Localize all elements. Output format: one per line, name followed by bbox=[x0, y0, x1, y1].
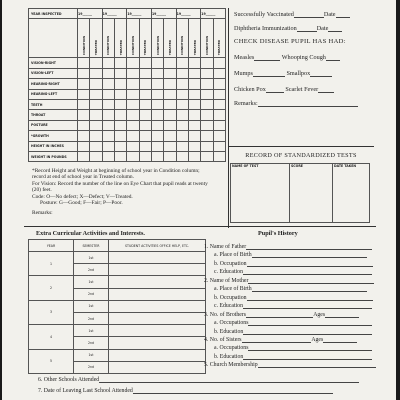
health-cell[interactable] bbox=[213, 79, 225, 89]
health-cell[interactable] bbox=[114, 110, 126, 120]
history-fill-line[interactable] bbox=[243, 329, 372, 335]
score-head: SCORE bbox=[290, 164, 333, 223]
activity-cell[interactable] bbox=[109, 276, 206, 288]
health-cell[interactable] bbox=[78, 141, 90, 151]
health-cell[interactable] bbox=[151, 141, 163, 151]
activity-cell[interactable] bbox=[109, 312, 206, 324]
history-fill-line[interactable] bbox=[247, 295, 373, 301]
health-cell[interactable] bbox=[78, 89, 90, 99]
health-cell[interactable] bbox=[213, 110, 225, 120]
health-row-label: HEIGHT IN INCHES bbox=[29, 141, 78, 151]
condition-head: CONDITION bbox=[81, 36, 86, 56]
health-cell[interactable] bbox=[151, 89, 163, 99]
health-cell[interactable] bbox=[176, 141, 188, 151]
health-cell[interactable] bbox=[139, 99, 151, 109]
record-card-back bbox=[2, 0, 396, 400]
treated-head: TREATED bbox=[217, 40, 222, 56]
health-cell[interactable] bbox=[201, 79, 213, 89]
history-fill-line[interactable] bbox=[248, 320, 372, 326]
history-fill-line[interactable] bbox=[252, 252, 368, 258]
health-cell[interactable] bbox=[164, 58, 176, 68]
health-cell[interactable] bbox=[78, 110, 90, 120]
health-cell[interactable] bbox=[114, 120, 126, 130]
tests-title: RECORD OF STANDARDIZED TESTS bbox=[245, 152, 357, 159]
activity-cell[interactable] bbox=[109, 252, 206, 264]
year-cell: 5 bbox=[29, 349, 74, 373]
history-subitem: b. Occupation bbox=[214, 295, 373, 301]
activity-cell[interactable] bbox=[109, 361, 206, 373]
health-cell[interactable] bbox=[201, 120, 213, 130]
scarlet-label: Scarlet Fever bbox=[285, 86, 319, 93]
health-cell[interactable] bbox=[164, 120, 176, 130]
code-posture: Posture: G—Good; F—Fair; P—Poor. bbox=[40, 200, 123, 206]
history-subitem: a. Occupations bbox=[214, 345, 372, 351]
year-inspected-label: YEAR INSPECTED bbox=[29, 9, 78, 19]
health-cell[interactable] bbox=[151, 120, 163, 130]
activity-cell[interactable] bbox=[109, 264, 206, 276]
condition-head: CONDITION bbox=[130, 36, 135, 56]
health-cell[interactable] bbox=[151, 99, 163, 109]
ages-label: Ages bbox=[313, 311, 326, 318]
health-cell[interactable] bbox=[164, 131, 176, 141]
health-cell[interactable] bbox=[127, 89, 139, 99]
health-cell[interactable] bbox=[102, 68, 114, 78]
health-row bbox=[29, 99, 226, 109]
health-cell[interactable] bbox=[78, 99, 90, 109]
health-row bbox=[29, 110, 226, 120]
health-cell[interactable] bbox=[151, 131, 163, 141]
health-cell[interactable] bbox=[201, 141, 213, 151]
health-cell[interactable] bbox=[213, 141, 225, 151]
health-row-label: VISION-LEFT bbox=[29, 68, 78, 78]
health-cell[interactable] bbox=[188, 120, 200, 130]
history-subitem: b. Education bbox=[214, 329, 372, 335]
health-cell[interactable] bbox=[151, 151, 163, 161]
treated-head: TREATED bbox=[167, 40, 172, 56]
history-item: 3. No. of Brothers Ages bbox=[204, 312, 359, 318]
health-cell[interactable] bbox=[139, 58, 151, 68]
treated-head: TREATED bbox=[118, 40, 123, 56]
history-fill-line[interactable] bbox=[243, 269, 372, 275]
date-leaving-item: 7. Date of Leaving Last School Attended bbox=[38, 388, 333, 394]
history-subitem: c. Education bbox=[214, 269, 372, 275]
history-item: 5. Church Membership bbox=[204, 362, 376, 368]
health-cell[interactable] bbox=[201, 58, 213, 68]
standardized-tests-table bbox=[230, 163, 370, 223]
history-fill-line[interactable] bbox=[242, 337, 312, 343]
history-fill-line[interactable] bbox=[243, 303, 372, 309]
health-cell[interactable] bbox=[213, 58, 225, 68]
health-row bbox=[29, 79, 226, 89]
health-cell[interactable] bbox=[90, 58, 102, 68]
history-subitem: c. Education bbox=[214, 303, 372, 309]
semester-cell: 1st bbox=[74, 325, 109, 337]
health-cell[interactable] bbox=[127, 110, 139, 120]
history-subitem: a. Place of Birth bbox=[214, 252, 367, 258]
treated-head: TREATED bbox=[93, 40, 98, 56]
history-fill-line[interactable] bbox=[243, 354, 372, 360]
semester-cell: 1st bbox=[74, 276, 109, 288]
health-cell[interactable] bbox=[201, 89, 213, 99]
health-cell[interactable] bbox=[90, 131, 102, 141]
measles-label: Measles bbox=[234, 54, 255, 61]
year-cell: 3 bbox=[29, 300, 74, 324]
health-cell[interactable] bbox=[139, 89, 151, 99]
health-cell[interactable] bbox=[176, 120, 188, 130]
health-row bbox=[29, 151, 226, 161]
semester-cell: 1st bbox=[74, 300, 109, 312]
health-cell[interactable] bbox=[90, 79, 102, 89]
health-row bbox=[29, 58, 226, 68]
health-cell[interactable] bbox=[139, 151, 151, 161]
health-cell[interactable] bbox=[188, 99, 200, 109]
semester-cell: 1st bbox=[74, 349, 109, 361]
health-cell[interactable] bbox=[127, 131, 139, 141]
condition-head: CONDITION bbox=[180, 36, 185, 56]
health-row-label: POSTURE bbox=[29, 120, 78, 130]
activity-cell[interactable] bbox=[109, 288, 206, 300]
health-cell[interactable] bbox=[201, 99, 213, 109]
health-cell[interactable] bbox=[164, 151, 176, 161]
health-cell[interactable] bbox=[127, 79, 139, 89]
health-cell[interactable] bbox=[102, 79, 114, 89]
check-disease-title: CHECK DISEASE PUPIL HAS HAD: bbox=[234, 38, 346, 45]
health-cell[interactable] bbox=[176, 151, 188, 161]
health-notes bbox=[32, 168, 212, 216]
health-row-label: VISION-RIGHT bbox=[29, 58, 78, 68]
health-cell[interactable] bbox=[188, 151, 200, 161]
health-cell[interactable] bbox=[176, 89, 188, 99]
health-cell[interactable] bbox=[90, 120, 102, 130]
date-label: Date bbox=[316, 25, 329, 32]
health-cell[interactable] bbox=[176, 131, 188, 141]
health-cell[interactable] bbox=[188, 68, 200, 78]
history-fill-line[interactable] bbox=[246, 312, 313, 318]
health-cell[interactable] bbox=[114, 58, 126, 68]
health-cell[interactable] bbox=[102, 120, 114, 130]
history-subitem: a. Place of Birth bbox=[214, 286, 367, 292]
health-cell[interactable] bbox=[114, 141, 126, 151]
history-item: 1. Name of Father bbox=[204, 244, 372, 250]
health-cell[interactable] bbox=[201, 151, 213, 161]
health-cell[interactable] bbox=[151, 68, 163, 78]
health-cell[interactable] bbox=[139, 110, 151, 120]
health-cell[interactable] bbox=[127, 151, 139, 161]
year-mark: 19 bbox=[127, 11, 132, 16]
health-cell[interactable] bbox=[188, 110, 200, 120]
code-defect: Code: O—No defect; X—Defect; V—Treated. bbox=[32, 194, 133, 200]
history-item: 4. No. of Sisters Ages bbox=[204, 337, 357, 343]
activity-cell[interactable] bbox=[109, 300, 206, 312]
health-cell[interactable] bbox=[164, 141, 176, 151]
health-cell[interactable] bbox=[213, 131, 225, 141]
history-subitem: b. Education bbox=[214, 354, 372, 360]
condition-head: CONDITION bbox=[155, 36, 160, 56]
immunization-section bbox=[234, 11, 374, 107]
health-cell[interactable] bbox=[139, 79, 151, 89]
health-cell[interactable] bbox=[188, 141, 200, 151]
health-cell[interactable] bbox=[139, 120, 151, 130]
health-cell[interactable] bbox=[114, 151, 126, 161]
health-cell[interactable] bbox=[201, 131, 213, 141]
health-row-label: THROAT bbox=[29, 110, 78, 120]
year-mark: 19 bbox=[201, 11, 206, 16]
health-cell[interactable] bbox=[164, 110, 176, 120]
health-cell[interactable] bbox=[213, 68, 225, 78]
health-row bbox=[29, 89, 226, 99]
health-cell[interactable] bbox=[90, 99, 102, 109]
health-cell[interactable] bbox=[127, 68, 139, 78]
health-cell[interactable] bbox=[127, 58, 139, 68]
health-cell[interactable] bbox=[78, 58, 90, 68]
health-cell[interactable] bbox=[139, 141, 151, 151]
health-cell[interactable] bbox=[90, 151, 102, 161]
health-cell[interactable] bbox=[78, 79, 90, 89]
health-cell[interactable] bbox=[176, 68, 188, 78]
health-cell[interactable] bbox=[176, 99, 188, 109]
health-cell[interactable] bbox=[90, 110, 102, 120]
history-fill-line[interactable] bbox=[247, 261, 373, 267]
test-name-head: NAME OF TEST bbox=[231, 164, 290, 223]
activity-row bbox=[29, 300, 206, 312]
semester-cell: 2nd bbox=[74, 312, 109, 324]
health-row-label: TEETH bbox=[29, 99, 78, 109]
note-height-weight: *Record Height and Weight at beginning of school year in Condition column; record at end of school year in Treated column. bbox=[32, 168, 200, 180]
health-cell[interactable] bbox=[151, 79, 163, 89]
history-subitem: b. Occupation bbox=[214, 261, 373, 267]
semester-cell: 2nd bbox=[74, 361, 109, 373]
year-mark: 19 bbox=[151, 11, 157, 16]
health-cell[interactable] bbox=[213, 99, 225, 109]
health-row bbox=[29, 120, 226, 130]
year-cell: 1 bbox=[29, 252, 74, 276]
health-cell[interactable] bbox=[188, 131, 200, 141]
health-row bbox=[29, 141, 226, 151]
health-cell[interactable] bbox=[201, 110, 213, 120]
health-cell[interactable] bbox=[151, 58, 163, 68]
health-cell[interactable] bbox=[213, 120, 225, 130]
diphtheria-label: Diphtheria Immunization bbox=[234, 25, 297, 32]
health-cell[interactable] bbox=[114, 131, 126, 141]
health-cell[interactable] bbox=[213, 89, 225, 99]
year-cell: 4 bbox=[29, 325, 74, 349]
health-cell[interactable] bbox=[102, 89, 114, 99]
chicken-pox-label: Chicken Pox bbox=[234, 86, 266, 93]
note-vision: For Vision: Record the number of the line on Eye Chart that pupil reads at twenty (20) feet. bbox=[32, 181, 208, 193]
health-cell[interactable] bbox=[102, 141, 114, 151]
health-cell[interactable] bbox=[176, 79, 188, 89]
activity-row bbox=[29, 276, 206, 288]
health-cell[interactable] bbox=[102, 151, 114, 161]
health-cell[interactable] bbox=[127, 141, 139, 151]
activity-cell[interactable] bbox=[109, 337, 206, 349]
vaccinated-label: Successfully Vaccinated bbox=[234, 11, 294, 18]
semester-cell: 2nd bbox=[74, 288, 109, 300]
health-cell[interactable] bbox=[102, 110, 114, 120]
health-row bbox=[29, 68, 226, 78]
health-cell[interactable] bbox=[188, 79, 200, 89]
health-cell[interactable] bbox=[213, 151, 225, 161]
health-cell[interactable] bbox=[90, 68, 102, 78]
remarks-label: Remarks: bbox=[32, 210, 53, 216]
health-cell[interactable] bbox=[78, 68, 90, 78]
pupils-history-title: Pupil's History bbox=[258, 230, 298, 237]
date-label: Date bbox=[323, 11, 336, 18]
smallpox-label: Smallpox bbox=[286, 70, 311, 77]
year-mark: 19 bbox=[78, 11, 83, 16]
extra-curricular-title: Extra Curricular Activities and Interests. bbox=[36, 230, 145, 237]
year-mark: 19 bbox=[102, 11, 108, 16]
health-cell[interactable] bbox=[78, 120, 90, 130]
health-cell[interactable] bbox=[139, 68, 151, 78]
history-fill-line[interactable] bbox=[246, 244, 372, 250]
semester-cell: 2nd bbox=[74, 264, 109, 276]
health-cell[interactable] bbox=[176, 58, 188, 68]
other-schools-item: 6. Other Schools Attended bbox=[38, 377, 359, 383]
health-cell[interactable] bbox=[114, 89, 126, 99]
condition-head: CONDITION bbox=[204, 36, 209, 56]
semester-head: SEMESTER bbox=[74, 240, 109, 252]
activity-cell[interactable] bbox=[109, 325, 206, 337]
treated-head: TREATED bbox=[143, 40, 148, 56]
health-cell[interactable] bbox=[114, 79, 126, 89]
activity-row bbox=[29, 252, 206, 264]
history-fill-line[interactable] bbox=[252, 286, 368, 292]
health-cell[interactable] bbox=[78, 131, 90, 141]
history-item: 2. Name of Mother bbox=[204, 278, 374, 284]
condition-head: CONDITION bbox=[106, 36, 111, 56]
health-cell[interactable] bbox=[188, 58, 200, 68]
health-cell[interactable] bbox=[127, 99, 139, 109]
date-taken-head: DATE TAKEN bbox=[333, 164, 370, 223]
treated-head: TREATED bbox=[192, 40, 197, 56]
health-cell[interactable] bbox=[90, 89, 102, 99]
health-cell[interactable] bbox=[102, 99, 114, 109]
health-cell[interactable] bbox=[139, 131, 151, 141]
health-row-label: HEARING-LEFT bbox=[29, 89, 78, 99]
health-cell[interactable] bbox=[188, 89, 200, 99]
health-inspection-table: YEAR INSPECTED 19______ 19______ 19______ 19______ 19______ 19______ CONDITION TREATED CONDITION TREATED CONDITION TREATED CONDITION TREATED CONDITION TREATED CONDITION TREATED VISION-RIGHT VISION-LEFT HEARING-RIGHT HEARING-LEFT TEETH THROAT POSTURE *GROWTH HEIGHT IN INCHES WEIGHT IN POUNDS bbox=[28, 8, 226, 162]
health-cell[interactable] bbox=[164, 89, 176, 99]
history-fill-line[interactable] bbox=[248, 278, 374, 284]
year-cell: 2 bbox=[29, 276, 74, 300]
health-cell[interactable] bbox=[78, 151, 90, 161]
activity-row bbox=[29, 349, 206, 361]
health-cell[interactable] bbox=[176, 110, 188, 120]
health-cell[interactable] bbox=[164, 68, 176, 78]
extra-curricular-table bbox=[28, 239, 206, 374]
health-cell[interactable] bbox=[201, 68, 213, 78]
health-cell[interactable] bbox=[102, 58, 114, 68]
whooping-label: Whooping Cough bbox=[281, 54, 326, 61]
vertical-divider bbox=[228, 8, 229, 228]
mumps-label: Mumps bbox=[234, 70, 253, 77]
health-cell[interactable] bbox=[114, 99, 126, 109]
history-subitem: a. Occupations bbox=[214, 320, 372, 326]
activity-row bbox=[29, 325, 206, 337]
ages-label: Ages bbox=[311, 336, 324, 343]
health-row-label: WEIGHT IN POUNDS bbox=[29, 151, 78, 161]
health-cell[interactable] bbox=[164, 79, 176, 89]
health-cell[interactable] bbox=[102, 131, 114, 141]
history-fill-line[interactable] bbox=[258, 362, 376, 368]
year-head: YEAR bbox=[29, 240, 74, 252]
health-row bbox=[29, 131, 226, 141]
health-cell[interactable] bbox=[127, 120, 139, 130]
semester-cell: 1st bbox=[74, 252, 109, 264]
health-row-label: HEARING-RIGHT bbox=[29, 79, 78, 89]
health-cell[interactable] bbox=[114, 68, 126, 78]
health-row-label: *GROWTH bbox=[29, 131, 78, 141]
health-cell[interactable] bbox=[90, 141, 102, 151]
year-mark: 19 bbox=[176, 11, 182, 16]
health-cell[interactable] bbox=[151, 110, 163, 120]
activity-cell[interactable] bbox=[109, 349, 206, 361]
activities-head: STUDENT ACTIVITIES OFFICE HELP, ETC. bbox=[109, 240, 206, 252]
semester-cell: 2nd bbox=[74, 337, 109, 349]
history-fill-line[interactable] bbox=[248, 345, 372, 351]
remarks-right-label: Remarks: bbox=[234, 100, 258, 107]
health-cell[interactable] bbox=[164, 99, 176, 109]
